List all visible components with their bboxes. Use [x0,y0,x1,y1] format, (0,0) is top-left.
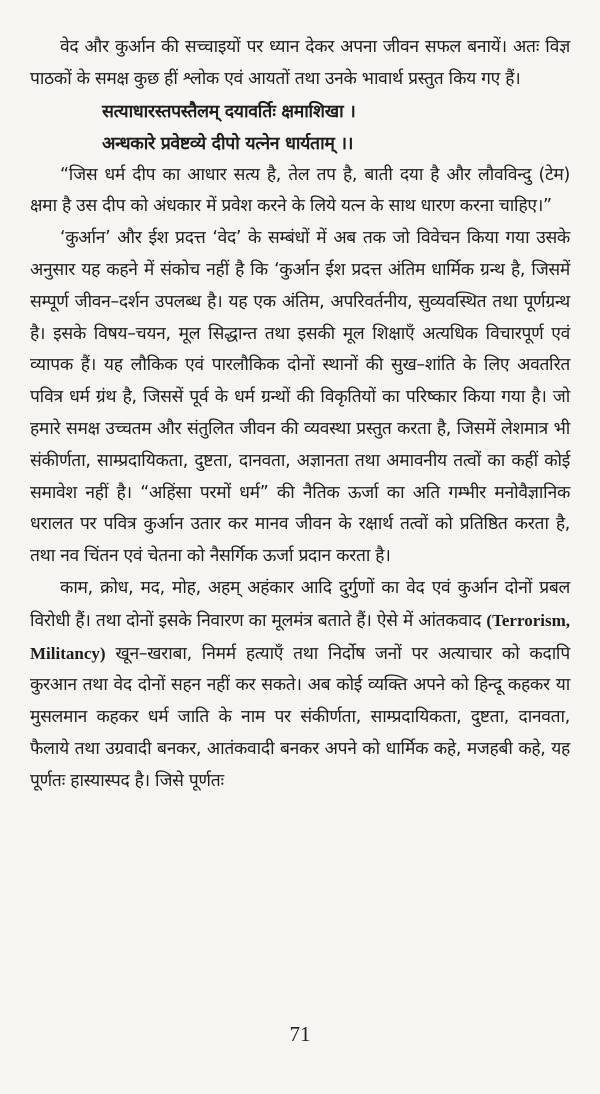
english-terms: (Terrorism, Militancy) [30,610,570,663]
vices-paragraph-text-start: काम, क्रोध, मद, मोह, अहम् अहंकार आदि दुर्गुणों का वेद एवं कुर्आन दोनों प्रबल विरोधी हैं। तथा दोनों इसके निवारण का मूलमंत्र बताते हैं। ऐसे में आंतकवाद [30,577,570,631]
verse-meaning-paragraph: “जिस धर्म दीप का आधार सत्य है, तेल तप है, बाती दया है और लौवविन्दु (टेम) क्षमा है उस दीप को अंधकार में प्रवेश करने के लिये यत्न के साथ धारण करना चाहिए।” [30,164,570,217]
sanskrit-verse-line-1: सत्याधारस्तपस्तैलम् दयावर्तिः क्षमाशिखा । [102,101,356,122]
book-page [30,32,570,1082]
vices-paragraph [30,573,570,798]
sanskrit-verse-line-2: अन्धकारे प्रवेष्टव्ये दीपो यत्नेन धार्यताम् ।। [102,133,354,154]
vices-paragraph-text-end: खून–खराबा, निमर्म हत्याएँ तथा निर्दोष जनों पर अत्याचार को कदापि कुरआन तथा वेद दोनों सहन नहीं कर सकते। अब कोई व्यक्ति अपने को हिन्दू कहकर या मुसलमान कहकर धर्म जाति के नाम पर संकीर्णता, साम्प्रदायिकता, दुष्टता, दानवता, फैलाये तथा उग्रवादी बनकर, आतंकवादी बनकर अपने को धार्मिक कहे, मजहबी कहे, यह पूर्णतः हास्यास्पद है। जिसे पूर्णतः [30,643,570,791]
page-number: 71 [289,1022,311,1046]
quran-veda-paragraph: ‘कुर्आन’ और ईश प्रदत्त ‘वेद’ के सम्बंधों में अब तक जो विवेचन किया गया उसके अनुसार यह कहने में संकोच नहीं है कि ‘कुर्आन ईश प्रदत्त अंतिम धार्मिक ग्रन्थ है, जिसमें सम्पूर्ण जीवन–दर्शन उपलब्ध है। यह एक अंतिम, अपरिवर्तनीय, सुव्यवस्थित तथा पूर्णग्रन्थ है। इसके विषय–चयन, मूल सिद्धान्त तथा इसकी मूल शिक्षाएँ अत्यधिक विचारपूर्ण एवं व्यापक हैं। यह लौकिक एवं पारलौकिक दोनों स्थानों की सुख–शांति के लिए अवतरित पवित्र धर्म ग्रंथ है, जिससें पूर्व के धर्म ग्रन्थों की विकृतियों का परिष्कार किया गया है। जो हमारे समक्ष उच्चतम और संतुलित जीवन की व्यवस्था प्रस्तुत करता है, जिसमें लेशमात्र भी संकीर्णता, साम्प्रदायिकता, दुष्टता, दानवता, अज्ञानता तथा अमावनीय तत्वों का कहीं कोई समावेश नहीं है। “अहिंसा परमों धर्म” की नैतिक ऊर्जा का अति गम्भीर मनोवैज्ञानिक धरालत पर पवित्र कुर्आन उतार कर मानव जीवन के रक्षार्थ तत्वों को प्रतिष्ठित करता है, तथा नव चिंतन एवं चेतना को नैसर्गिक ऊर्जा प्रदान करता है। [30,228,570,567]
intro-paragraph: वेद और कुर्आन की सच्चाइयों पर ध्यान देकर अपना जीवन सफल बनायें। अतः विज्ञ पाठकों के समक्ष कुछ हीं श्लोक एवं आयतों तथा उनके भावार्थ प्रस्तुत किय गए हैं। [30,37,570,89]
